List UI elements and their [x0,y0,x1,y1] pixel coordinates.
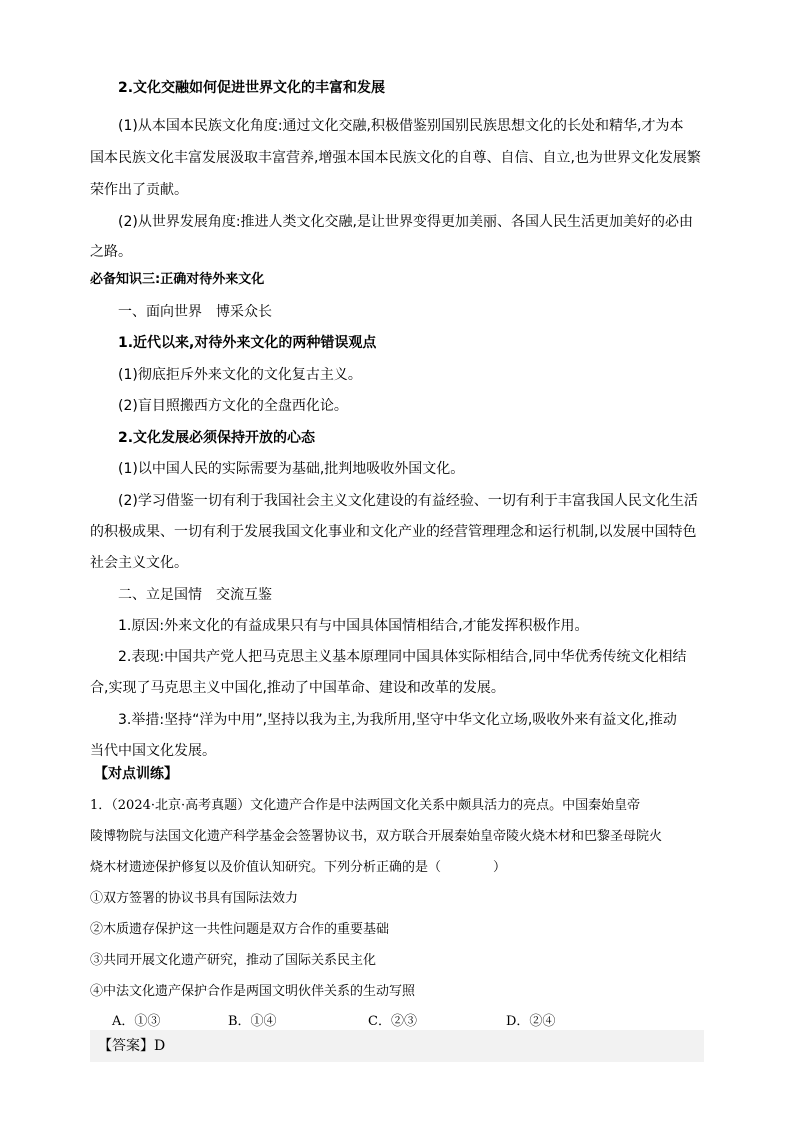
paragraph-line: 的积极成果、一切有利于发展我国文化事业和文化产业的经营管理理念和运行机制,以发展中国特色 [90,524,697,540]
statement-3: ③共同开展文化遗产研究，推动了国际关系民主化 [90,953,377,968]
point-heading: 2.文化发展必须保持开放的心态 [118,430,316,446]
paragraph-line: 合,实现了马克思主义中国化,推动了中国革命、建设和改革的发展。 [90,680,505,696]
paragraph-line: (2)盲目照搬西方文化的全盘西化论。 [118,398,348,414]
paragraph-line: (2)学习借鉴一切有利于我国社会主义文化建设的有益经验、一切有利于丰富我国人民文化生活 [118,493,698,509]
subsection-title-face-world: 一、面向世界 博采众长 [118,304,272,320]
section-title-knowledge-three: 必备知识三:正确对待外来文化 [90,272,265,287]
paragraph-line: 荣作出了贡献。 [90,182,188,198]
option-d: D．②④ [506,1014,556,1029]
question-stem-line: 1．（2024·北京·高考真题）文化遗产合作是中法两国文化关系中颇具活力的亮点。中国秦始皇帝 [90,798,641,813]
option-a: A．①③ [112,1014,161,1029]
option-b: B．①④ [228,1014,277,1029]
paragraph-line: 1.原因:外来文化的有益成果只有与中国具体国情相结合,才能发挥积极作用。 [118,618,589,634]
paragraph-line: 国本民族文化丰富发展汲取丰富营养,增强本国本民族文化的自尊、自信、自立,也为世界文化发展繁 [90,150,701,166]
point-heading: 1.近代以来,对待外来文化的两种错误观点 [118,335,377,351]
statement-4: ④中法文化遗产保护合作是两国文明伙伴关系的生动写照 [90,984,416,999]
paragraph-line: (1)彻底拒斥外来文化的文化复古主义。 [118,367,362,383]
subsection-title-national-conditions: 二、立足国情 交流互鉴 [118,587,272,603]
paragraph-line: (2)从世界发展角度:推进人类文化交融,是让世界变得更加美丽、各国人民生活更加美好的必由 [118,214,693,230]
answer-text: 【答案】D [98,1038,166,1054]
statement-1: ①双方签署的协议书具有国际法效力 [90,891,299,906]
question-stem-line: 烧木材遗迹保护修复以及价值认知研究。下列分析正确的是（ ） [90,860,507,875]
question-stem-line: 陵博物院与法国文化遗产科学基金会签署协议书，双方联合开展秦始皇帝陵火烧木材和巴黎圣母院火 [90,829,663,844]
paragraph-line: 社会主义文化。 [90,555,188,571]
answer-bar [90,1030,704,1062]
practice-heading: 【对点训练】 [94,766,178,782]
option-c: C．②③ [368,1014,417,1029]
heading-cultural-integration: 2.文化交融如何促进世界文化的丰富和发展 [118,80,386,96]
paragraph-line: (1)从本国本民族文化角度:通过文化交融,积极借鉴别国别民族思想文化的长处和精华,才为本 [118,118,684,134]
paragraph-line: 2.表现:中国共产党人把马克思主义基本原理同中国具体实际相结合,同中华优秀传统文化相结 [118,649,687,665]
paragraph-line: 3.举措:坚持“洋为中用”,坚持以我为主,为我所用,坚守中华文化立场,吸收外来有益文化,推动 [118,712,677,728]
paragraph-line: 当代中国文化发展。 [90,743,216,759]
paragraph-line: (1)以中国人民的实际需要为基础,批判地吸收外国文化。 [118,461,465,477]
paragraph-line: 之路。 [90,244,132,260]
statement-2: ②木质遗存保护这一共性问题是双方合作的重要基础 [90,922,390,937]
